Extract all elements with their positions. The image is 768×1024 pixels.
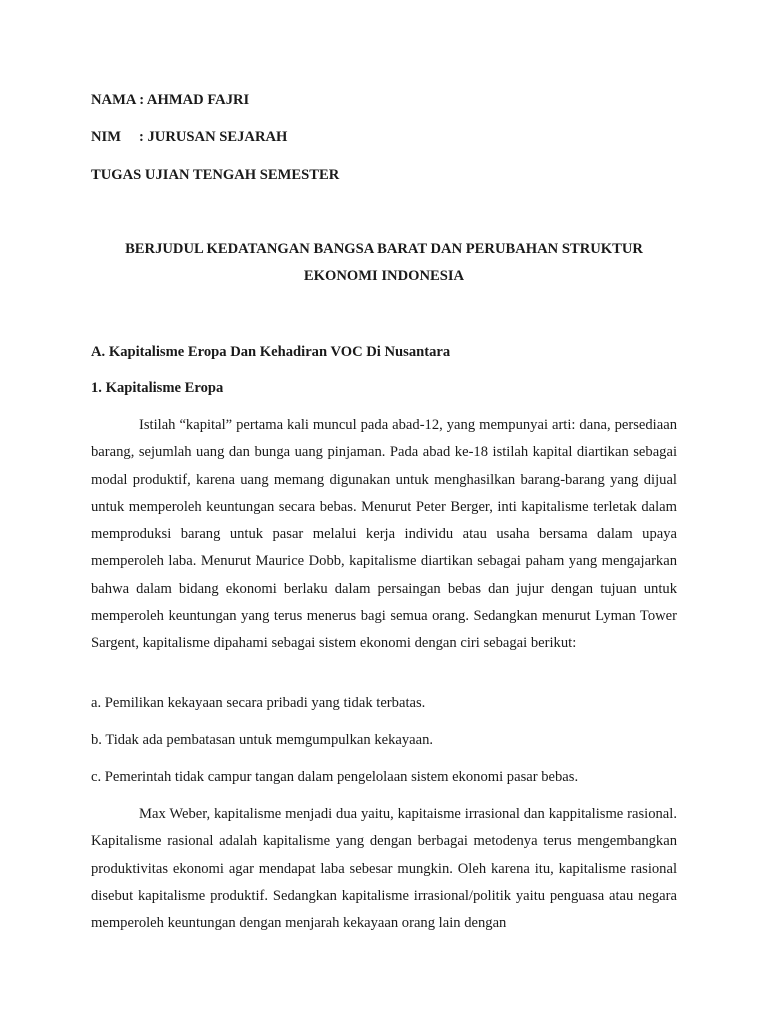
body-paragraph-1: Istilah “kapital” pertama kali muncul pada abad-12, yang mempunyai arti: dana, persediaan barang, sejumlah uang dan bunga uang pinjaman. Pada abad ke-18 istilah kapital diartikan sebagai modal produktif, karena uang memang digunakan untuk menghasilkan barang-barang yang dijual untuk memperoleh keuntungan secara bebas. Menurut Peter Berger, inti kapitalisme terletak dalam memproduksi barang untuk pasar melalui kerja individu atau usaha bersama dalam upaya memperoleh laba. Menurut Maurice Dobb, kapitalisme diartikan sebagai paham yang mengajarkan bahwa dalam bidang ekonomi berlaku dalam persaingan bebas dan jujur dengan tujuan untuk memperoleh keuntungan yang terus menerus bagi semua orang. Sedangkan menurut Lyman Tower Sargent, kapitalisme dipahami sebagai sistem ekonomi dengan ciri sebagai berikut: [91,417,677,652]
document-title-line-1: BERJUDUL KEDATANGAN BANGSA BARAT DAN PERUBAHAN STRUKTUR [125,241,643,257]
list-item-c: c. Pemerintah tidak campur tangan dalam pengelolaan sistem ekonomi pasar bebas. [91,769,579,785]
document-title-line-2: EKONOMI INDONESIA [303,268,465,284]
list-item-a: a. Pemilikan kekayaan secara pribadi yang tidak terbatas. [91,695,426,711]
list-item-b: b. Tidak ada pembatasan untuk memgumpulkan kekayaan. [91,732,434,748]
assignment-title: TUGAS UJIAN TENGAH SEMESTER [91,167,340,183]
nim-value: : JURUSAN SEJARAH [139,129,288,145]
section-a-heading: A. Kapitalisme Eropa Dan Kehadiran VOC Di Nusantara [91,344,451,360]
body-paragraph-2: Max Weber, kapitalisme menjadi dua yaitu, kapitaisme irrasional dan kappitalisme rasional. Kapitalisme rasional adalah kapitalisme yang dengan berbagai metodenya terus mengembangkan produktivitas ekonomi agar mendapat laba sebesar mungkin. Oleh karena itu, kapitalisme rasional disebut kapitalisme produktif. Sedangkan kapitalisme irrasional/politik yaitu penguasa atau negara memperoleh keuntungan dengan menjarah kekayaan orang lain dengan [91,806,677,932]
nim-label: NIM [91,129,121,145]
subsection-1-heading: 1. Kapitalisme Eropa [91,380,224,396]
student-name: NAMA : AHMAD FAJRI [91,92,250,108]
student-nim [91,129,287,146]
